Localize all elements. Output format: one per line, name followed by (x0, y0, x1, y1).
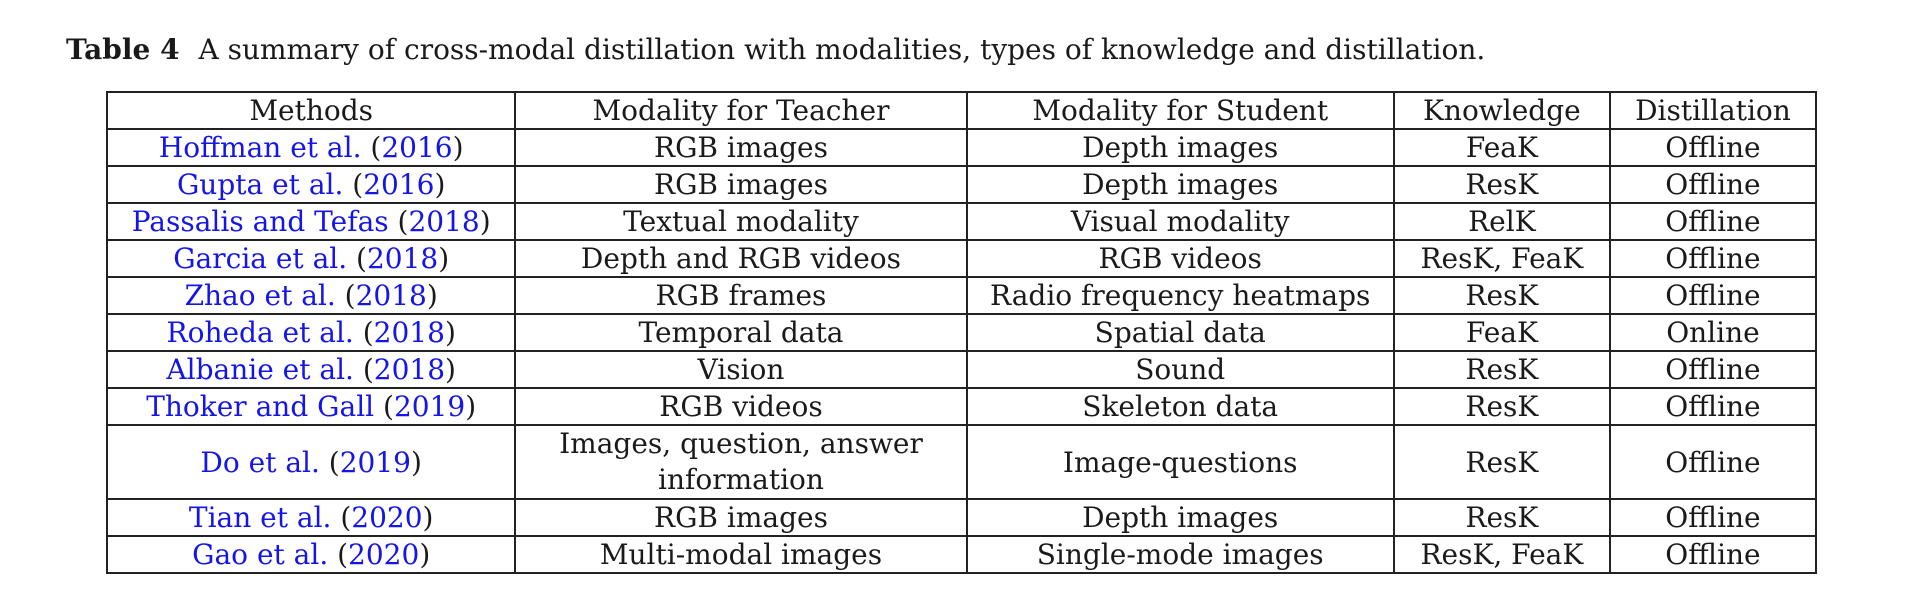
citation-year-link[interactable]: 2019 (339, 445, 411, 479)
distillation-cell: Offline (1610, 499, 1816, 536)
distillation-cell: Offline (1610, 203, 1816, 240)
distillation-cell: Offline (1610, 425, 1816, 499)
citation-author-link[interactable]: Tian et al. (188, 501, 332, 534)
citation-author-link[interactable]: Thoker and Gall (146, 390, 375, 423)
methods-cell: Roheda et al. (2018) (107, 314, 515, 351)
teacher-modality-cell: RGB images (515, 166, 966, 203)
knowledge-cell: ResK (1394, 351, 1610, 388)
methods-cell: Albanie et al. (2018) (107, 351, 515, 388)
distillation-cell: Offline (1610, 388, 1816, 425)
distillation-cell: Offline (1610, 166, 1816, 203)
student-modality-cell: Visual modality (967, 203, 1394, 240)
citation-author-link[interactable]: Garcia et al. (173, 242, 348, 275)
header-row (107, 92, 1816, 129)
student-modality-cell: Depth images (967, 166, 1394, 203)
table-row (107, 129, 1816, 166)
methods-cell: Do et al. (2019) (107, 425, 515, 499)
student-modality-cell: Sound (967, 351, 1394, 388)
methods-cell: Zhao et al. (2018) (107, 277, 515, 314)
student-modality-cell: Single-mode images (967, 536, 1394, 573)
citation-author-link[interactable]: Roheda et al. (166, 316, 354, 349)
distillation-cell: Offline (1610, 240, 1816, 277)
knowledge-cell: ResK, FeaK (1394, 536, 1610, 573)
citation-author-link[interactable]: Gao et al. (192, 538, 329, 571)
distillation-cell: Offline (1610, 351, 1816, 388)
distillation-cell: Online (1610, 314, 1816, 351)
knowledge-cell: ResK (1394, 425, 1610, 499)
teacher-modality-cell (515, 425, 966, 499)
methods-cell: Hoffman et al. (2016) (107, 129, 515, 166)
citation-author-link[interactable]: Albanie et al. (166, 353, 354, 386)
table-row (107, 499, 1816, 536)
distillation-cell: Offline (1610, 536, 1816, 573)
table-number: Table 4 (66, 33, 180, 66)
citation-year-link[interactable]: 2018 (373, 353, 446, 386)
methods-cell: Gupta et al. (2016) (107, 166, 515, 203)
teacher-modality-cell: Textual modality (515, 203, 966, 240)
knowledge-cell: RelK (1394, 203, 1610, 240)
student-modality-cell: Radio frequency heatmaps (967, 277, 1394, 314)
citation-year-link[interactable]: 2018 (408, 205, 480, 238)
teacher-modality-cell: RGB images (515, 129, 966, 166)
distillation-cell: Offline (1610, 277, 1816, 314)
citation-year-link[interactable]: 2019 (393, 390, 466, 423)
citation-author-link[interactable]: Passalis and Tefas (131, 205, 389, 238)
methods-cell: Gao et al. (2020) (107, 536, 515, 573)
distillation-cell: Offline (1610, 129, 1816, 166)
table-row (107, 425, 1816, 499)
teacher-modality-cell: Multi-modal images (515, 536, 966, 573)
header-methods: Methods (107, 92, 515, 129)
teacher-modality-cell: Depth and RGB videos (515, 240, 966, 277)
student-modality-cell: Depth images (967, 129, 1394, 166)
knowledge-cell: ResK (1394, 166, 1610, 203)
table-row (107, 314, 1816, 351)
citation-year-link[interactable]: 2016 (363, 168, 435, 201)
methods-cell: Garcia et al. (2018) (107, 240, 515, 277)
knowledge-cell: ResK (1394, 499, 1610, 536)
table-row (107, 351, 1816, 388)
student-modality-cell: Skeleton data (967, 388, 1394, 425)
student-modality-cell: Depth images (967, 499, 1394, 536)
citation-year-link[interactable]: 2016 (381, 131, 453, 164)
table-caption (66, 30, 1485, 70)
knowledge-cell: FeaK (1394, 314, 1610, 351)
methods-cell: Thoker and Gall (2019) (107, 388, 515, 425)
citation-year-link[interactable]: 2018 (355, 279, 427, 312)
student-modality-cell: RGB videos (967, 240, 1394, 277)
table-row (107, 240, 1816, 277)
table-row (107, 166, 1816, 203)
knowledge-cell: ResK (1394, 388, 1610, 425)
teacher-modality-text: Images, question, answer information (559, 427, 923, 496)
cross-modal-distillation-table (106, 91, 1817, 574)
citation-author-link[interactable]: Gupta et al. (176, 168, 344, 201)
teacher-modality-cell: Temporal data (515, 314, 966, 351)
teacher-modality-cell: RGB videos (515, 388, 966, 425)
citation-author-link[interactable]: Zhao et al. (184, 279, 336, 312)
knowledge-cell: ResK, FeaK (1394, 240, 1610, 277)
student-modality-cell: Spatial data (967, 314, 1394, 351)
caption-text: A summary of cross-modal distillation with modalities, types of knowledge and distillation. (198, 33, 1486, 66)
table-row (107, 277, 1816, 314)
knowledge-cell: ResK (1394, 277, 1610, 314)
teacher-modality-cell: Vision (515, 351, 966, 388)
citation-author-link[interactable]: Hoffman et al. (158, 131, 362, 164)
citation-year-link[interactable]: 2020 (348, 538, 420, 571)
teacher-modality-cell: RGB images (515, 499, 966, 536)
header-distillation: Distillation (1610, 92, 1816, 129)
header-teacher-modality: Modality for Teacher (515, 92, 966, 129)
table-row (107, 203, 1816, 240)
citation-year-link[interactable]: 2020 (351, 501, 423, 534)
student-modality-cell: Image-questions (967, 425, 1394, 499)
methods-cell: Tian et al. (2020) (107, 499, 515, 536)
header-knowledge: Knowledge (1394, 92, 1610, 129)
table-row (107, 536, 1816, 573)
table-row (107, 388, 1816, 425)
header-student-modality: Modality for Student (967, 92, 1394, 129)
teacher-modality-cell: RGB frames (515, 277, 966, 314)
citation-year-link[interactable]: 2018 (366, 242, 439, 275)
citation-year-link[interactable]: 2018 (373, 316, 445, 349)
knowledge-cell: FeaK (1394, 129, 1610, 166)
methods-cell: Passalis and Tefas (2018) (107, 203, 515, 240)
citation-author-link[interactable]: Do et al. (200, 445, 320, 479)
